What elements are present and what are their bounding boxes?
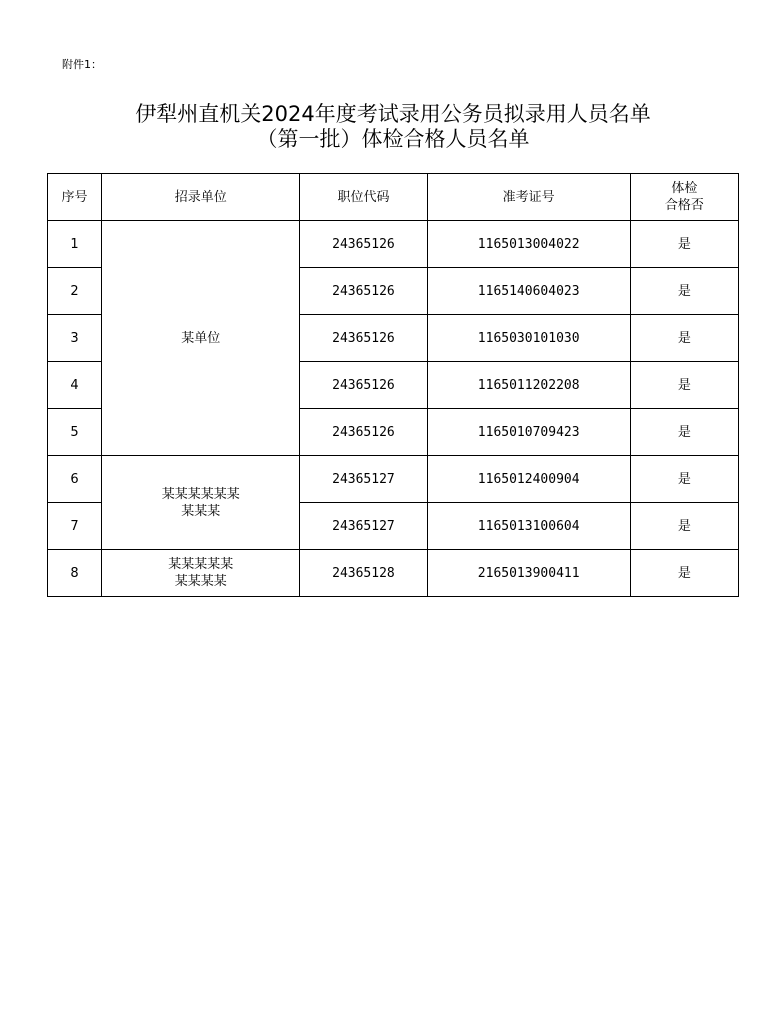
- seq-cell: 7: [48, 503, 102, 550]
- seq-cell: 2: [48, 268, 102, 315]
- unit-line-2: 某某某某: [174, 574, 227, 589]
- position-code-cell: 24365128: [300, 550, 427, 597]
- unit-line-2: 某某某: [181, 503, 221, 519]
- exam-id-cell: 1165013004022: [427, 221, 630, 268]
- position-code-cell: 24365126: [300, 221, 427, 268]
- result-cell: 是: [630, 409, 738, 456]
- result-cell: 是: [630, 456, 738, 503]
- position-code-cell: 24365126: [300, 268, 427, 315]
- unit-line-1: 某单位: [181, 330, 221, 346]
- header-position-code: 职位代码: [300, 174, 427, 221]
- exam-id-cell: 1165013100604: [427, 503, 630, 550]
- result-cell: 是: [630, 221, 738, 268]
- header-result-line-2: 合格否: [664, 198, 704, 213]
- unit-line-1: 某某某某某某: [161, 486, 240, 502]
- position-code-cell: 24365127: [300, 503, 427, 550]
- position-code-cell: 24365126: [300, 315, 427, 362]
- unit-cell: [102, 221, 300, 456]
- position-code-cell: 24365126: [300, 362, 427, 409]
- table-row: [48, 456, 739, 503]
- result-cell: 是: [630, 503, 738, 550]
- title-line-2: （第一批）体检合格人员名单: [256, 127, 530, 151]
- seq-cell: 1: [48, 221, 102, 268]
- seq-cell: 3: [48, 315, 102, 362]
- result-cell: 是: [630, 315, 738, 362]
- table-row: [48, 550, 739, 597]
- exam-id-cell: 1165010709423: [427, 409, 630, 456]
- unit-line-1: 某某某某某: [168, 557, 234, 572]
- unit-cell: [102, 456, 300, 550]
- table-header-row: [48, 174, 739, 221]
- result-cell: 是: [630, 268, 738, 315]
- header-seq: 序号: [48, 174, 102, 221]
- seq-cell: 5: [48, 409, 102, 456]
- header-exam-id: 准考证号: [427, 174, 630, 221]
- candidate-table: [47, 173, 739, 597]
- attachment-label: 附件1：: [62, 58, 102, 71]
- seq-cell: 4: [48, 362, 102, 409]
- title-line-1: 伊犁州直机关2024年度考试录用公务员拟录用人员名单: [135, 102, 651, 126]
- exam-id-cell: 1165011202208: [427, 362, 630, 409]
- header-unit: 招录单位: [102, 174, 300, 221]
- table-body: [48, 221, 739, 597]
- table-row: [48, 221, 739, 268]
- document-title: [0, 102, 768, 152]
- header-result-line-1: 体检: [671, 181, 698, 196]
- exam-id-cell: 1165030101030: [427, 315, 630, 362]
- exam-id-cell: 1165012400904: [427, 456, 630, 503]
- exam-id-cell: 1165140604023: [427, 268, 630, 315]
- header-result: [630, 174, 738, 221]
- seq-cell: 8: [48, 550, 102, 597]
- unit-cell: [102, 550, 300, 597]
- position-code-cell: 24365126: [300, 409, 427, 456]
- seq-cell: 6: [48, 456, 102, 503]
- result-cell: 是: [630, 362, 738, 409]
- exam-id-cell: 2165013900411: [427, 550, 630, 597]
- result-cell: 是: [630, 550, 738, 597]
- position-code-cell: 24365127: [300, 456, 427, 503]
